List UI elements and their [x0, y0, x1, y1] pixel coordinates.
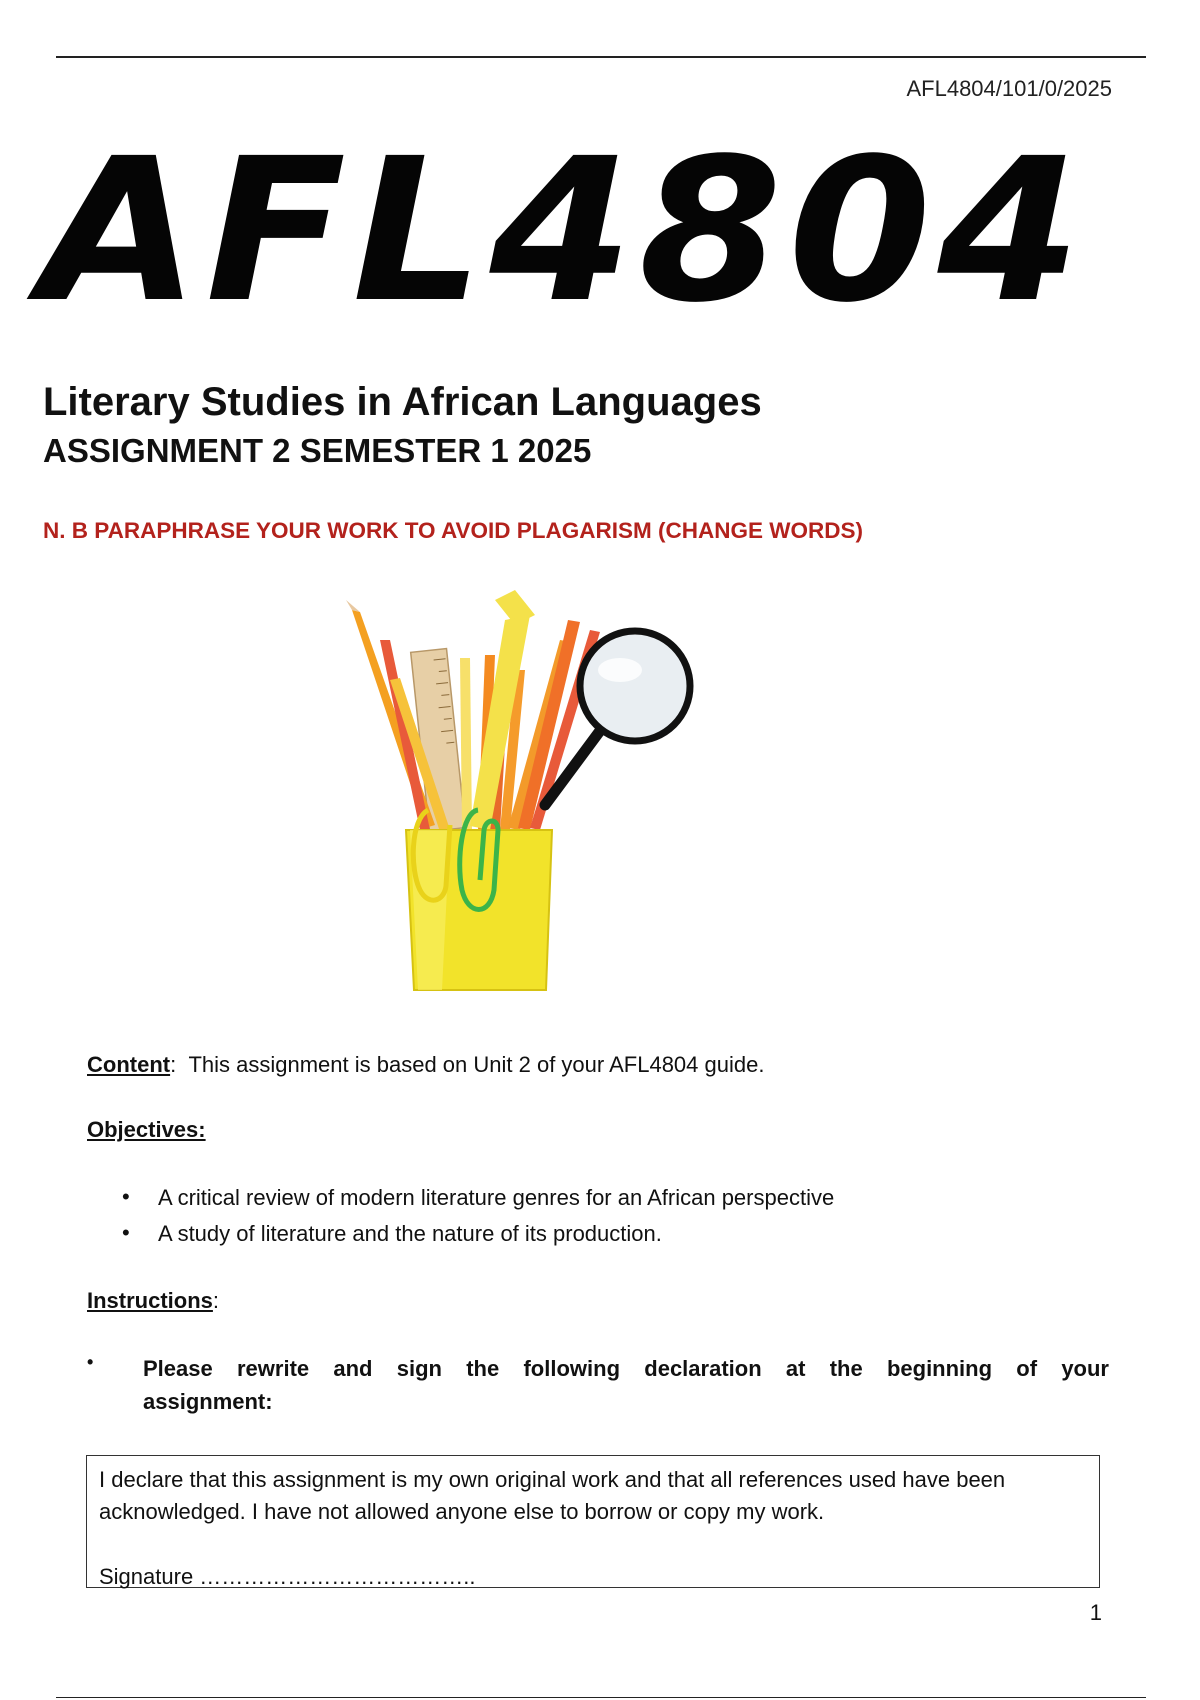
content-colon: :	[170, 1052, 177, 1077]
instruction-bullet: •	[87, 1352, 94, 1372]
plagiarism-notice: N. B PARAPHRASE YOUR WORK TO AVOID PLAGARISM (CHANGE WORDS)	[43, 518, 864, 543]
module-code-title: AFL4804	[40, 115, 1087, 347]
top-rule	[56, 56, 1146, 58]
objectives-label: Objectives:	[87, 1117, 206, 1142]
content-line	[87, 1052, 764, 1078]
signature-line: Signature ………………………………..	[99, 1564, 476, 1589]
module-subtitle: Literary Studies in African Languages	[43, 380, 762, 424]
pencils	[346, 600, 600, 832]
content-text: This assignment is based on Unit 2 of your AFL4804 guide.	[188, 1052, 765, 1077]
declaration-text: I declare that this assignment is my own original work and that all references used have been acknowledged. I have not allowed anyone else to borrow or copy my work.	[99, 1467, 1006, 1524]
instructions-label: Instructions	[87, 1288, 213, 1313]
assignment-heading: ASSIGNMENT 2 SEMESTER 1 2025	[43, 432, 592, 469]
instruction-text: Please rewrite and sign the following declaration at the beginning of your assignment:	[143, 1356, 1109, 1414]
objectives-heading	[87, 1117, 206, 1143]
objective-item: • A critical review of modern literature genres for an African perspective	[120, 1185, 834, 1221]
instructions-heading	[87, 1288, 219, 1314]
instruction-item	[87, 1352, 1109, 1418]
bottom-rule	[56, 1697, 1146, 1698]
page-number: 1	[1089, 1600, 1102, 1625]
instructions-colon: :	[212, 1288, 220, 1313]
declaration-box	[86, 1455, 1100, 1588]
objective-item: • A study of literature and the nature of its production.	[120, 1221, 834, 1257]
document-code: AFL4804/101/0/2025	[906, 76, 1112, 101]
pencil-cup-illustration	[90, 560, 790, 1030]
objectives-list	[120, 1185, 834, 1257]
content-label: Content	[87, 1052, 171, 1077]
